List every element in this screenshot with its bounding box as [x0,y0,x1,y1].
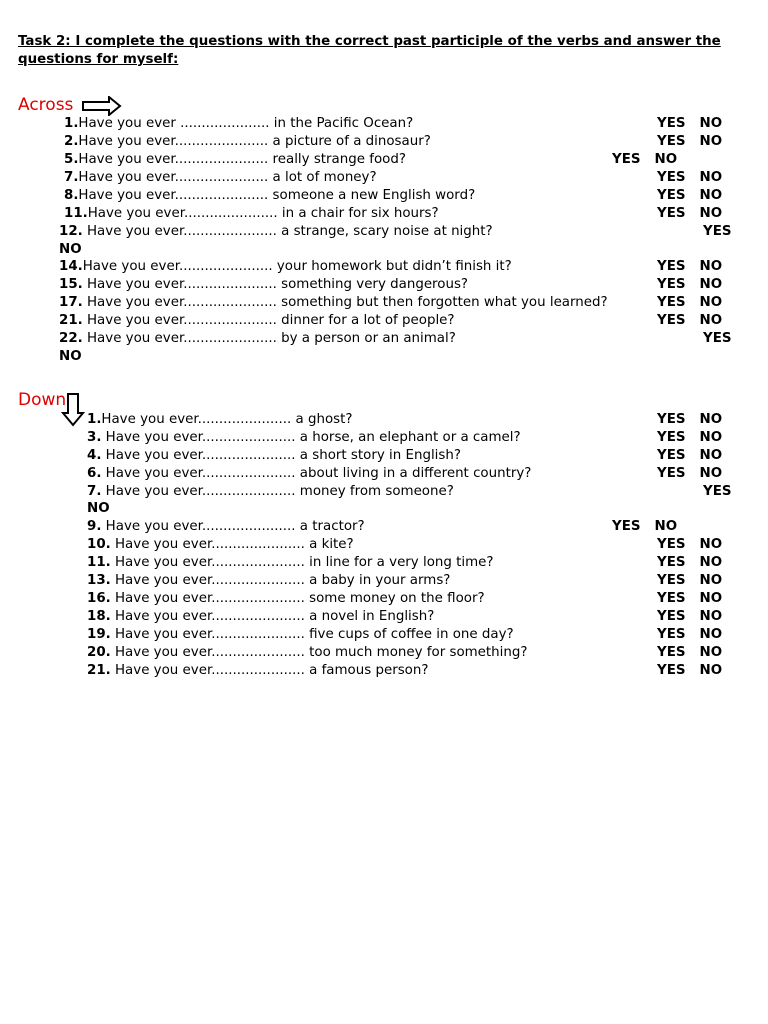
down-answer-7-yes: YES [703,484,732,499]
down-question-18: 18. Have you ever...................... a novel in English? [87,609,435,624]
down-answer-21: YES NO [657,663,723,678]
across-question-22: 22. Have you ever...................... by a person or an animal? [59,331,456,346]
down-answer-6: YES NO [657,466,723,481]
across-answer-21: YES NO [657,313,723,328]
across-answer-15: YES NO [657,277,723,292]
across-answer-22-yes: YES [703,331,732,346]
right-arrow-icon [82,96,122,116]
down-answer-10: YES NO [657,537,723,552]
across-question-15: 15. Have you ever...................... something very dangerous? [59,277,469,292]
across-answer-22-no: NO [59,349,82,364]
down-answer-11: YES NO [657,555,723,570]
across-answer-12-no: NO [59,242,82,257]
across-question-17: 17. Have you ever...................... something but then forgotten what you learned? [59,295,608,310]
down-answer-19: YES NO [657,627,723,642]
across-heading: Across [18,95,74,115]
down-answer-16: YES NO [657,591,723,606]
down-answer-9: YES NO [612,519,678,534]
down-question-20: 20. Have you ever...................... too much money for something? [87,645,528,660]
down-answer-18: YES NO [657,609,723,624]
task-title: Task 2: I complete the questions with the correct past participle of the verbs and answer the questions for myself: [18,34,721,67]
across-question-12: 12. Have you ever...................... a strange, scary noise at night? [59,224,493,239]
down-question-10: 10. Have you ever...................... a kite? [87,537,354,552]
across-question-2: 2.Have you ever...................... a picture of a dinosaur? [64,134,431,149]
down-answer-3: YES NO [657,430,723,445]
across-answer-1: YES NO [657,116,723,131]
across-answer-12-yes: YES [703,224,732,239]
down-question-21: 21. Have you ever...................... a famous person? [87,663,429,678]
down-answer-13: YES NO [657,573,723,588]
down-question-1: 1.Have you ever...................... a ghost? [87,412,353,427]
across-answer-2: YES NO [657,134,723,149]
down-question-13: 13. Have you ever...................... a baby in your arms? [87,573,451,588]
across-question-5: 5.Have you ever...................... really strange food? [64,152,406,167]
down-question-16: 16. Have you ever...................... some money on the floor? [87,591,485,606]
down-heading: Down [18,390,67,410]
across-answer-17: YES NO [657,295,723,310]
down-question-4: 4. Have you ever...................... a short story in English? [87,448,461,463]
down-answer-1: YES NO [657,412,723,427]
down-question-9: 9. Have you ever...................... a tractor? [87,519,365,534]
down-answer-4: YES NO [657,448,723,463]
across-answer-8: YES NO [657,188,723,203]
across-question-7: 7.Have you ever...................... a lot of money? [64,170,377,185]
down-question-3: 3. Have you ever...................... a horse, an elephant or a camel? [87,430,521,445]
down-question-19: 19. Have you ever...................... five cups of coffee in one day? [87,627,514,642]
across-answer-11: YES NO [657,206,723,221]
across-answer-7: YES NO [657,170,723,185]
down-question-7: 7. Have you ever...................... money from someone? [87,484,454,499]
across-question-14: 14.Have you ever...................... your homework but didn’t finish it? [59,259,512,274]
down-question-11: 11. Have you ever...................... in line for a very long time? [87,555,494,570]
across-answer-14: YES NO [657,259,723,274]
down-answer-7-no: NO [87,501,110,516]
down-arrow-icon [61,393,85,427]
across-question-11: 11.Have you ever...................... in a chair for six hours? [64,206,439,221]
across-question-1: 1.Have you ever ..................... in the Pacific Ocean? [64,116,414,131]
down-question-6: 6. Have you ever...................... about living in a different country? [87,466,532,481]
across-answer-5: YES NO [612,152,678,167]
across-question-21: 21. Have you ever...................... dinner for a lot of people? [59,313,455,328]
down-answer-20: YES NO [657,645,723,660]
across-question-8: 8.Have you ever...................... someone a new English word? [64,188,476,203]
